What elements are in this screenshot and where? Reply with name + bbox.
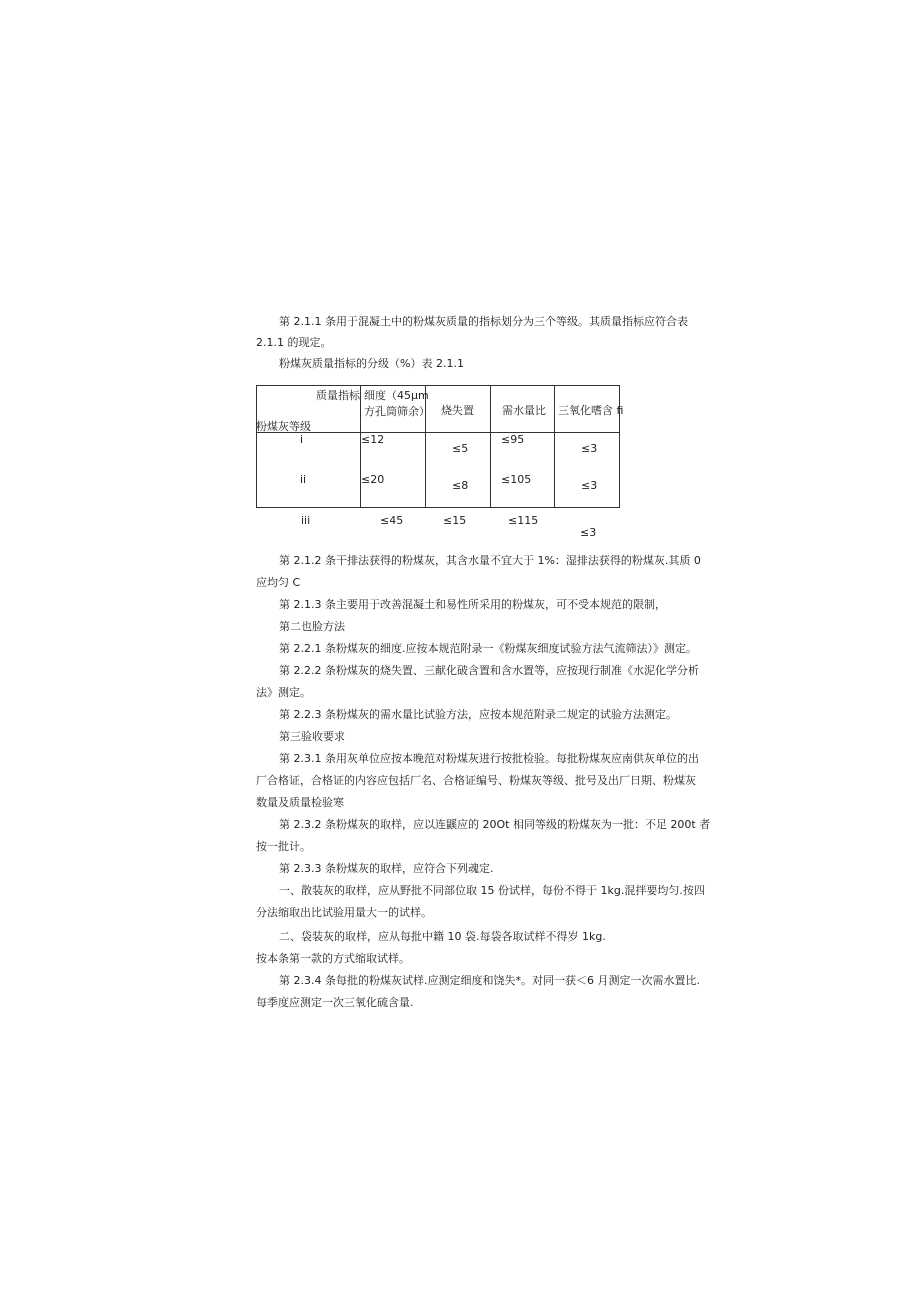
table-border-left bbox=[256, 385, 257, 508]
header-fly-ash-grade: 粉煤灰等级 bbox=[256, 420, 311, 433]
paragraph-2-3-2-line1: 第 2.3.2 条粉煤灰的取样，应以连鼷应的 20Ot 相同等级的粉煤灰为一批：不足 200t 者 bbox=[279, 818, 711, 831]
table-col-divider-2 bbox=[425, 385, 426, 508]
row1-grade: i bbox=[300, 433, 304, 446]
paragraph-2-2-2-line2: 法》测定。 bbox=[256, 686, 311, 699]
row2-loss: ≤8 bbox=[452, 479, 469, 492]
header-fineness-line2: 方孔筒筛余） bbox=[364, 405, 430, 418]
table-col-divider-3 bbox=[490, 385, 491, 508]
paragraph-2-3-4-line1: 第 2.3.4 条每批的粉煤灰试样.应测定细度和饶失*。对同一获＜6 月测定一次需水置比. bbox=[279, 974, 700, 987]
row3-so3: ≤3 bbox=[580, 526, 597, 539]
paragraph-2-1-1-line2: 2.1.1 的现定。 bbox=[256, 336, 332, 349]
row1-loss: ≤5 bbox=[452, 442, 469, 455]
paragraph-2-3-1-line1: 第 2.3.1 条用灰单位应按本晚范对粉煤灰进行按批检验。每批粉煤灰应南供灰单位的出 bbox=[279, 752, 699, 765]
row1-water: ≤95 bbox=[501, 433, 525, 446]
header-water-demand-ratio: 需水量比 bbox=[502, 404, 546, 417]
paragraph-2-2-2-line1: 第 2.2.2 条粉煤灰的烧失置、三献化破含置和含水置等，应按现行制准《水泥化学分析 bbox=[279, 664, 699, 677]
table-col-divider-4 bbox=[554, 385, 555, 508]
paragraph-2-1-2-line1: 第 2.1.2 条干排法获得的粉煤灰，其含水量不宜大于 1%：湿排法获得的粉煤灰.其质 0 bbox=[279, 554, 701, 567]
row2-water: ≤105 bbox=[501, 473, 532, 486]
row3-water: ≤115 bbox=[508, 514, 539, 527]
row2-grade: ii bbox=[300, 473, 307, 486]
row3-loss: ≤15 bbox=[443, 514, 467, 527]
row3-grade: iii bbox=[301, 514, 311, 527]
section-heading-test-methods: 第二也脸方法 bbox=[279, 620, 345, 633]
table-border-top bbox=[256, 385, 620, 386]
row1-fineness: ≤12 bbox=[361, 433, 385, 446]
quality-table bbox=[256, 385, 624, 508]
paragraph-2-1-2-line2: 应均匀 C bbox=[256, 576, 301, 589]
paragraph-bag-sampling-line2: 按本条第一款的方式缩取试样。 bbox=[256, 952, 410, 965]
paragraph-2-3-2-line2: 按一批计。 bbox=[256, 840, 311, 853]
header-fineness-line1: 细度（45μm bbox=[364, 389, 429, 402]
section-heading-acceptance: 第三验收要求 bbox=[279, 730, 345, 743]
table-caption: 粉煤灰质量指标的分级（%）表 2.1.1 bbox=[279, 357, 464, 370]
paragraph-bulk-sampling-line2: 分法缩取出比试验用量大一的试样。 bbox=[256, 906, 432, 919]
paragraph-2-3-1-line2: 厂合格证，合格证的内容应包括厂名、合格证编号、粉煤灰等级、批号及出厂日期、粉煤灰 bbox=[256, 774, 696, 787]
paragraph-2-3-3: 第 2.3.3 条粉煤灰的取样，应符合下列魂定. bbox=[279, 862, 494, 875]
paragraph-2-3-4-line2: 每季度应测定一次三氧化硫含量. bbox=[256, 996, 414, 1009]
paragraph-2-2-3: 第 2.2.3 条粉煤灰的需水量比试验方法，应按本规范附录二规定的试验方法测定。 bbox=[279, 708, 677, 721]
table-border-bottom bbox=[256, 507, 620, 508]
paragraph-2-1-1-line1: 第 2.1.1 条用于混凝土中的粉煤灰质量的指标划分为三个等级。其质量指标应符合表 bbox=[279, 315, 688, 328]
row2-fineness: ≤20 bbox=[361, 473, 385, 486]
row1-so3: ≤3 bbox=[581, 442, 598, 455]
paragraph-2-1-3: 第 2.1.3 条主要用于改善混凝土和易性所采用的粉煤灰，可不受本规范的限制， bbox=[279, 598, 666, 611]
paragraph-bag-sampling-line1: 二、袋装灰的取样，应从每批中籍 10 袋.每袋各取试样不得岁 1kg. bbox=[279, 930, 606, 943]
row3-fineness: ≤45 bbox=[380, 514, 404, 527]
paragraph-2-2-1: 第 2.2.1 条粉煤灰的细度.应按本规范附录一《粉煤灰细度试验方法气流筛法）》测定。 bbox=[279, 642, 697, 655]
header-quality-indicator: 质量指标 bbox=[316, 389, 360, 402]
paragraph-2-3-1-line3: 数量及质量检验寒 bbox=[256, 796, 344, 809]
row2-so3: ≤3 bbox=[581, 479, 598, 492]
header-loss-on-ignition: 烧失置 bbox=[441, 404, 474, 417]
header-so3-content: 三氧化嗜含 fi bbox=[558, 404, 624, 417]
paragraph-bulk-sampling-line1: 一、散装灰的取样，应从野批不同部位取 15 份试样，每份不得于 1kg.混拌要均匀.按四 bbox=[279, 884, 705, 897]
